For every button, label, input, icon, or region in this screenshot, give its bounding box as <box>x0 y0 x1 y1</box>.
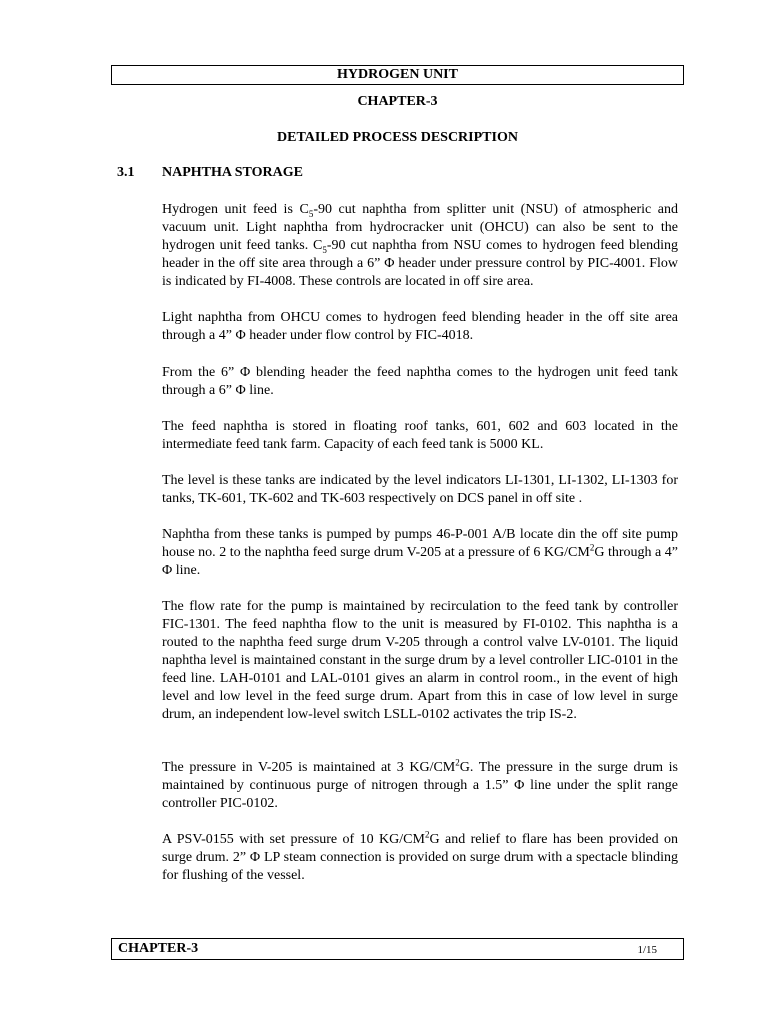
paragraph-feed-source: Hydrogen unit feed is $C_5-90$ cut naphtha from splitter unit (NSU) of atmospheric and vacuum unit. Light naphtha from hydrocracker unit (OHCU) can also be sent to the hydrogen unit feed tanks. $C_5-90$ cut naphtha from NSU comes to hydrogen feed blending header in the off site area through a 6” Φ header under pressure control by PIC-4001. Flow is indicated by FI-4008. These controls are located in off sire area. <box>162 202 679 289</box>
paragraph-blending-header: From the 6” Φ blending header the feed naphtha comes to the hydrogen unit feed tank through a 6” Φ line. <box>162 365 678 398</box>
paragraph-psv: A PSV-0155 with set pressure of 10 $KG/CM^2G$ and relief to flare has been provided on surge drum. 2” Φ LP steam connection is provided on surge drum with a spectacle blinding for flushing of the vessel. <box>162 829 679 883</box>
chapter-title: CHAPTER-3 <box>357 94 438 109</box>
paragraph-storage-tanks: The feed naphtha is stored in floating roof tanks, 601, 602 and 603 located in the intermediate feed tank farm. Capacity of each feed tank is 5000 KL. <box>162 419 678 452</box>
paragraph-level-indicators: The level is these tanks are indicated by the level indicators LI-1301, LI-1302, LI-1303 for tanks, TK-601, TK-602 and TK-603 respectively on DCS panel in off site . <box>162 473 678 506</box>
document-title: DETAILED PROCESS DESCRIPTION <box>277 130 518 145</box>
footer-chapter: CHAPTER-3 <box>118 941 199 956</box>
paragraph-flow-control: The flow rate for the pump is maintained by recirculation to the feed tank by controller FIC-1301. The feed naphtha flow to the unit is measured by FI-0102. This naphtha is a routed to the naphtha feed surge drum V-205 through a control valve LV-0101. The liquid naphtha level is maintained constant in the surge drum by a level controller LIC-0101 in the feed line. LAH-0101 and LAL-0101 gives an alarm in control room., in the event of high level and low level in the feed surge drum. Apart from this in case of low level in surge drum, an independent low-level switch LSLL-0102 activates the trip IS-2. <box>162 599 678 722</box>
paragraph-surge-drum-pressure: The pressure in V-205 is maintained at 3 $KG/CM^2G$. The pressure in the surge drum is maintained by continuous purge of nitrogen through a 1.5” Φ line under the split range controller PIC-0102. <box>162 757 678 811</box>
unit-title: HYDROGEN UNIT <box>337 67 458 82</box>
paragraph-light-naphtha: Light naphtha from OHCU comes to hydrogen feed blending header in the off site area through a 4” Φ header under flow control by FIC-4018. <box>162 310 678 343</box>
section-number: 3.1 <box>117 165 135 180</box>
paragraph-pumps: Naphtha from these tanks is pumped by pumps 46-P-001 A/B locate din the off site pump house no. 2 to the naphtha feed surge drum V-205 at a pressure of 6 $KG/CM^2G$ through a 4” Φ line. <box>162 527 678 578</box>
document-header-box <box>111 65 684 85</box>
section-title: NAPHTHA STORAGE <box>162 165 303 180</box>
page-footer <box>111 938 684 960</box>
page-number: 1/15 <box>637 944 657 956</box>
